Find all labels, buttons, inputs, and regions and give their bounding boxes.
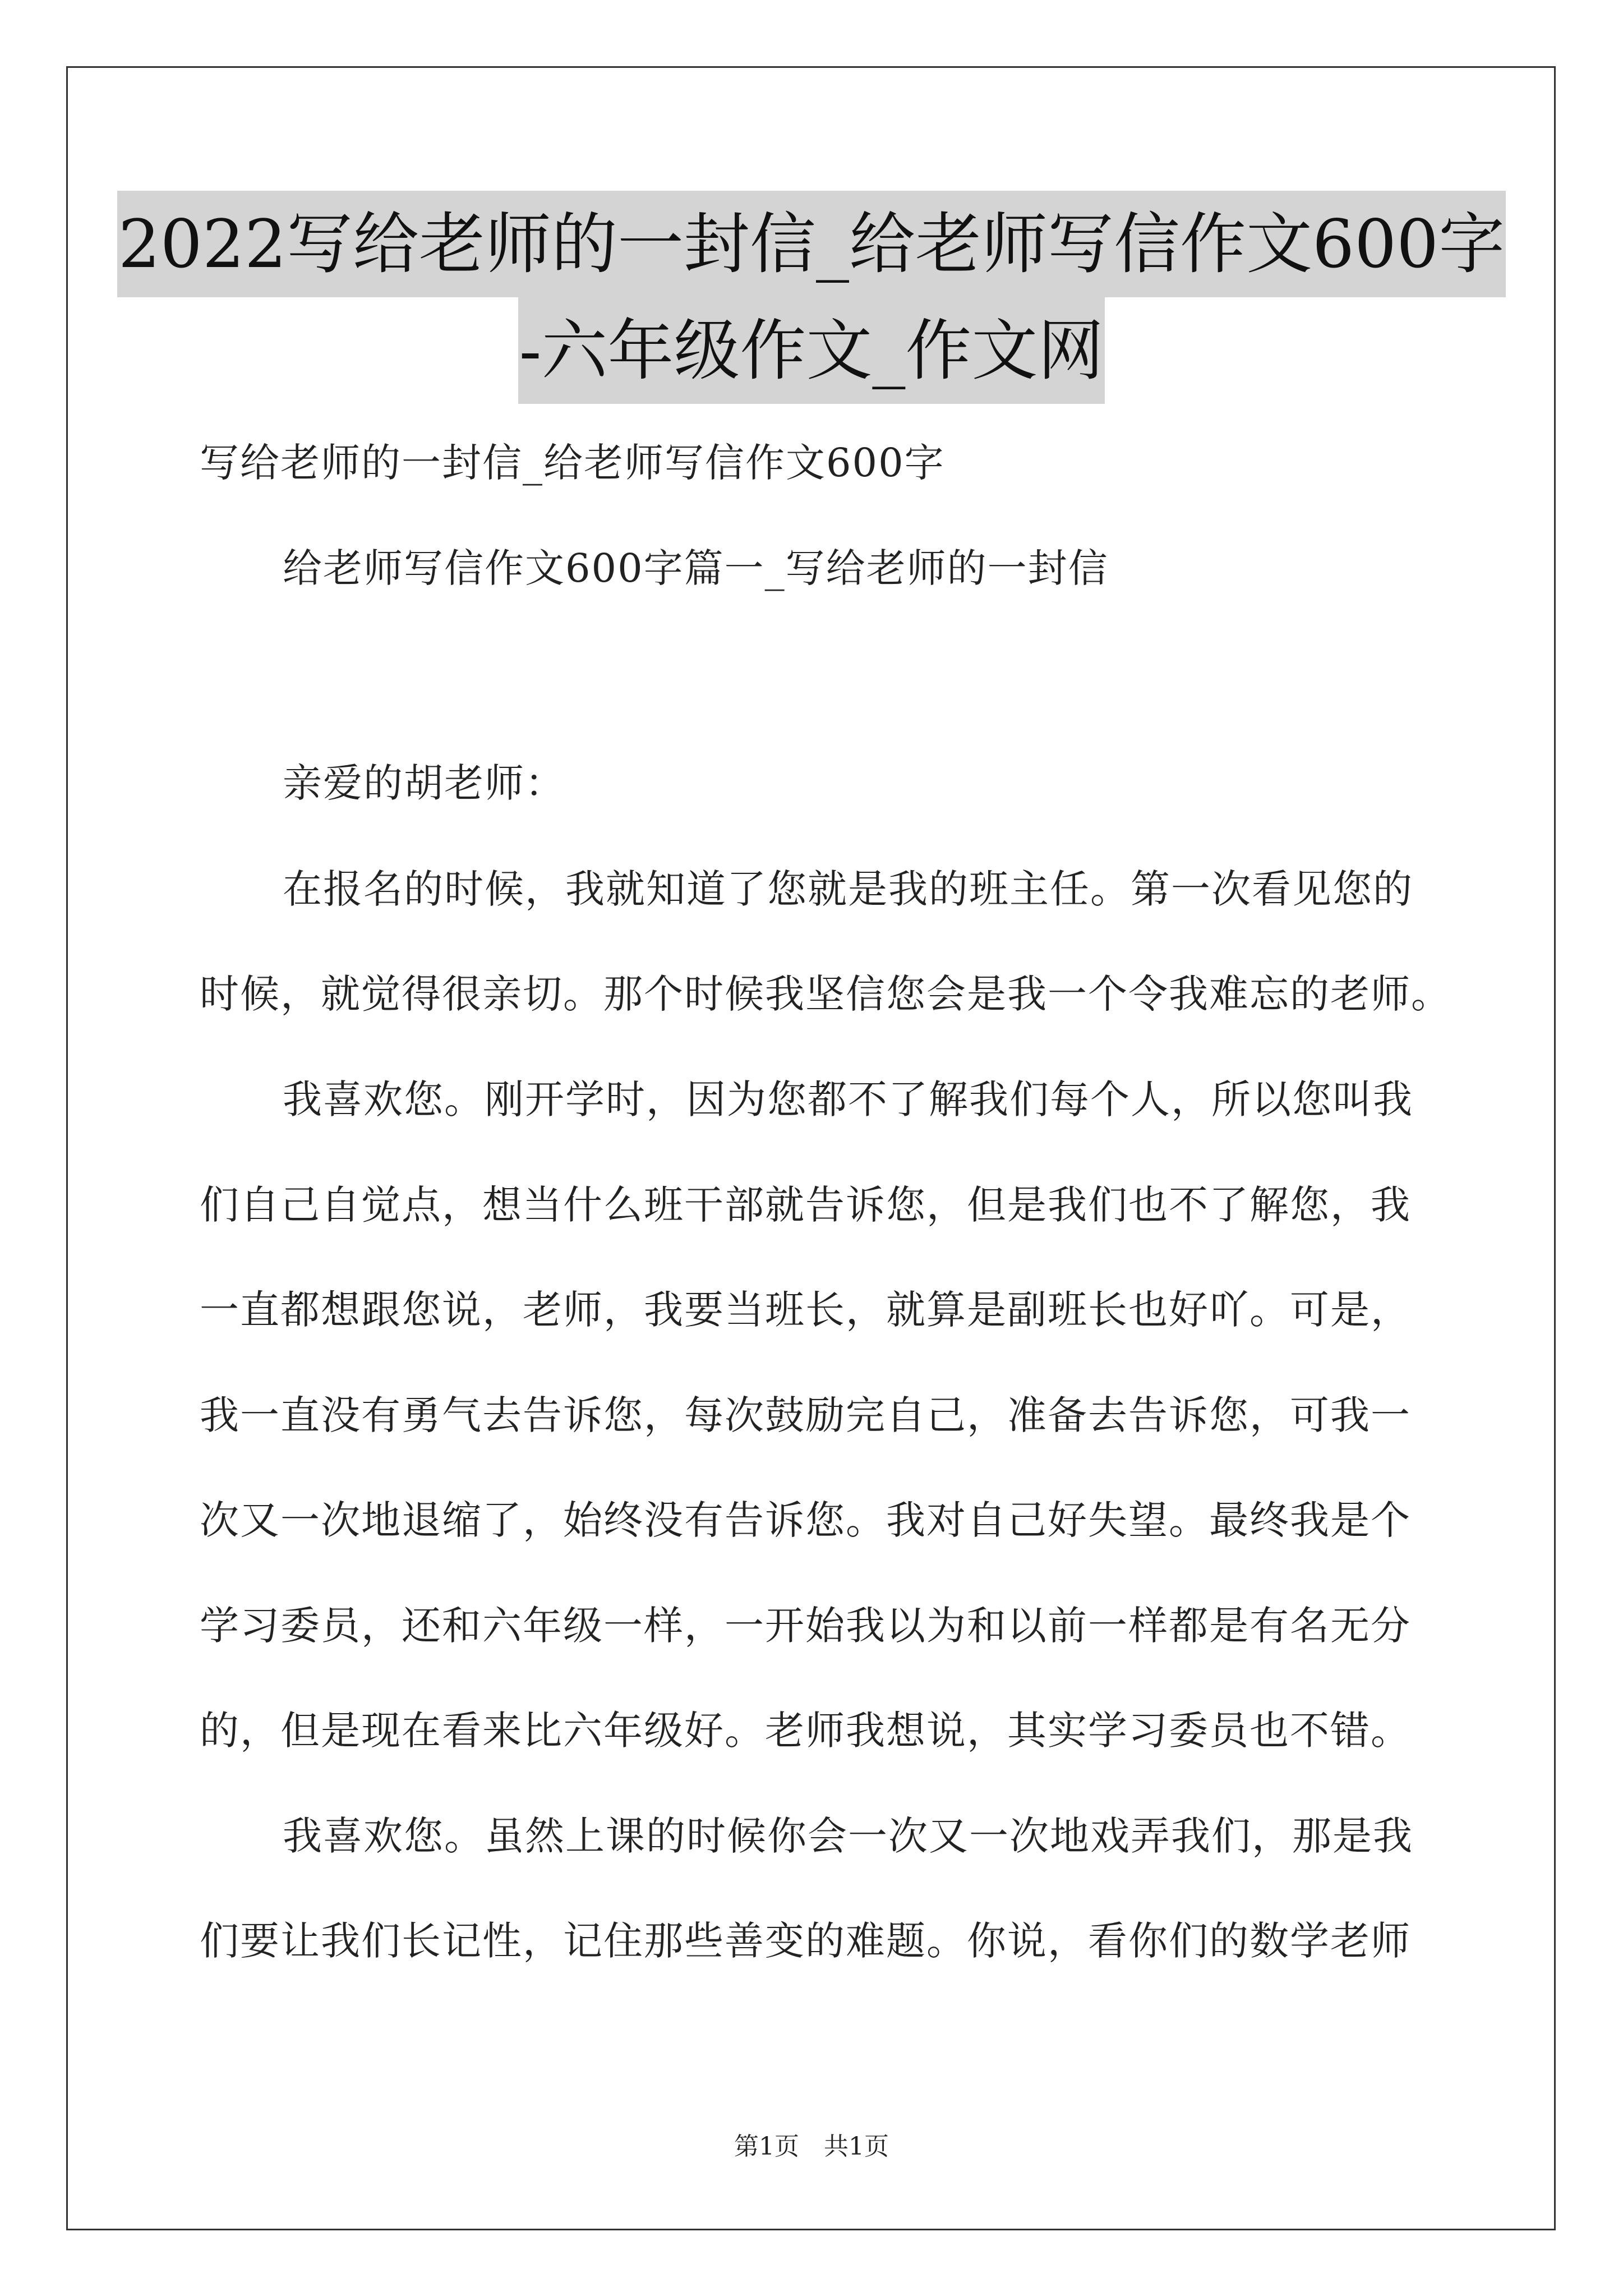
section-heading: 给老师写信作文600字篇一_写给老师的一封信: [283, 545, 1109, 591]
paragraph-line: 们自己自觉点，想当什么班干部就告诉您，但是我们也不了解您，我: [200, 1182, 1411, 1228]
paragraph-line: 一直都想跟您说，老师，我要当班长，就算是副班长也好吖。可是，: [200, 1287, 1411, 1333]
title-line-1: 2022写给老师的一封信_给老师写信作文600字: [117, 191, 1506, 297]
paragraph-line: 我喜欢您。虽然上课的时候你会一次又一次地戏弄我们，那是我: [283, 1813, 1413, 1859]
paragraph-line: 在报名的时候，我就知道了您就是我的班主任。第一次看见您的: [283, 866, 1413, 912]
page-total: 共1页: [824, 2132, 889, 2161]
paragraph-line: 学习委员，还和六年级一样，一开始我以为和以前一样都是有名无分: [200, 1603, 1411, 1649]
paragraph-line: 次又一次地退缩了，始终没有告诉您。我对自己好失望。最终我是个: [200, 1497, 1411, 1543]
document-title: [0, 191, 1623, 404]
paragraph-line: 们要让我们长记性，记住那些善变的难题。你说，看你们的数学老师: [200, 1918, 1411, 1964]
subtitle: 写给老师的一封信_给老师写信作文600字: [200, 440, 945, 486]
page-number: 第1页: [734, 2132, 799, 2161]
paragraph-line: 我一直没有勇气去告诉您，每次鼓励完自己，准备去告诉您，可我一: [200, 1392, 1411, 1438]
paragraph-line: 时候，就觉得很亲切。那个时候我坚信您会是我一个令我难忘的老师。: [200, 971, 1451, 1017]
paragraph-line: 的，但是现在看来比六年级好。老师我想说，其实学习委员也不错。: [200, 1708, 1411, 1754]
title-line-2: -六年级作文_作文网: [518, 297, 1105, 404]
page-footer: [0, 2126, 1623, 2162]
paragraph-line: 我喜欢您。刚开学时，因为您都不了解我们每个人，所以您叫我: [283, 1076, 1413, 1122]
salutation: 亲爱的胡老师：: [283, 760, 565, 806]
